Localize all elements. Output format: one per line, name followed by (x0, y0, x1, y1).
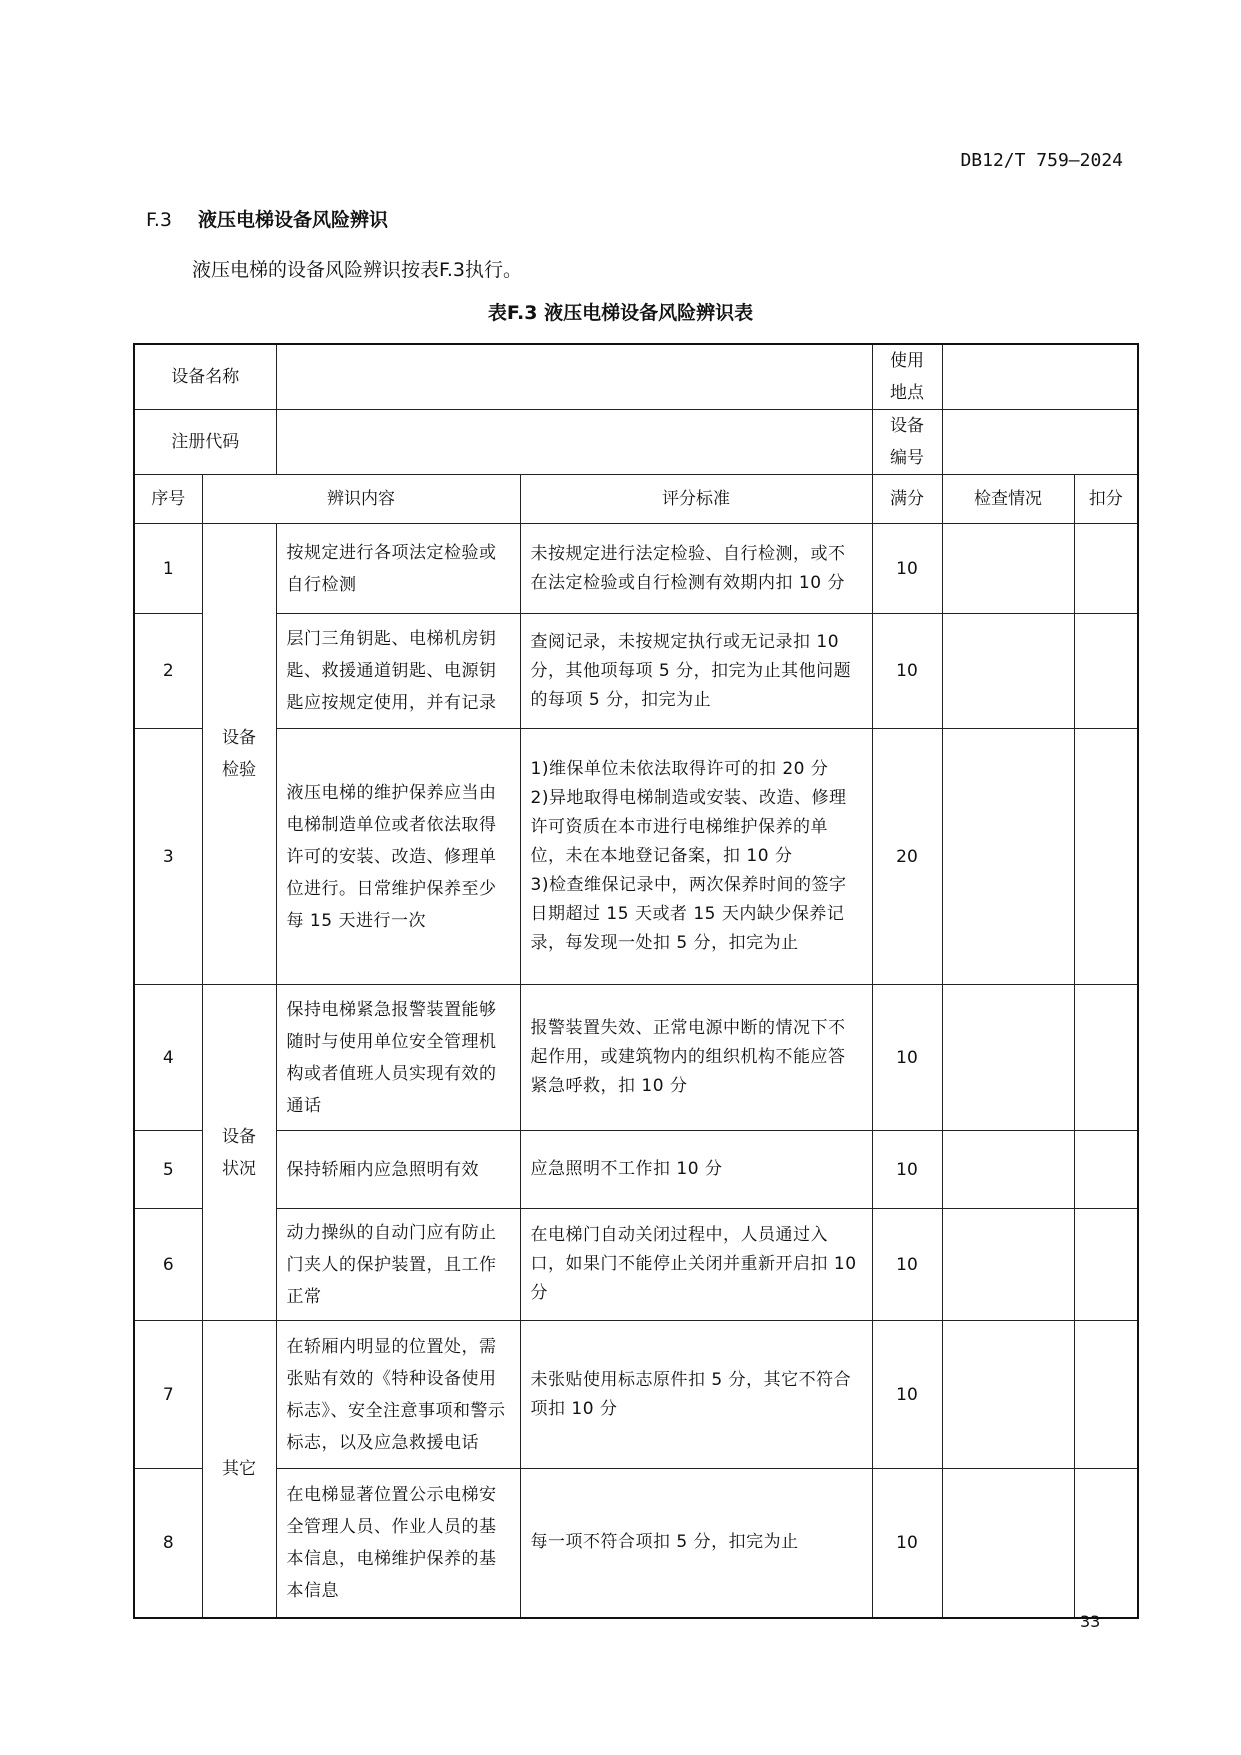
criteria-cell: 在电梯门自动关闭过程中，人员通过入口，如果门不能停止关闭并重新开启扣 10 分 (520, 1209, 872, 1321)
deduct-cell (1074, 1321, 1138, 1469)
score-cell: 10 (872, 1209, 942, 1321)
value-location (942, 344, 1138, 410)
standard-number: DB12/T 759—2024 (960, 150, 1123, 171)
deduct-cell (1074, 1209, 1138, 1321)
deduct-cell (1074, 729, 1138, 985)
col-header: 扣分 (1074, 475, 1138, 524)
col-header: 评分标准 (520, 475, 872, 524)
content-cell: 保持电梯紧急报警装置能够随时与使用单位安全管理机构或者值班人员实现有效的通话 (276, 985, 520, 1131)
table-row (134, 614, 1138, 729)
score-cell: 10 (872, 1469, 942, 1618)
check-cell (942, 1321, 1074, 1469)
criteria-cell: 每一项不符合项扣 5 分，扣完为止 (520, 1469, 872, 1618)
deduct-cell (1074, 614, 1138, 729)
criteria-cell: 1)维保单位未依法取得许可的扣 20 分 2)异地取得电梯制造或安装、改造、修理许可资质在本市进行电梯维护保养的单位，未在本地登记备案，扣 10 分 3)检查维保记录中，两次保养时间的签字日期超过 15 天或者 15 天内缺少保养记录，每发现一处扣 5 分，扣完为止 (520, 729, 872, 985)
label-reg: 注册代码 (134, 410, 276, 475)
content-cell: 液压电梯的维护保养应当由电梯制造单位或者依法取得许可的安装、改造、修理单位进行。日常维护保养至少每 15 天进行一次 (276, 729, 520, 985)
row-number: 7 (134, 1321, 202, 1469)
col-header: 序号 (134, 475, 202, 524)
row-number: 2 (134, 614, 202, 729)
content-cell: 在电梯显著位置公示电梯安全管理人员、作业人员的基本信息，电梯维护保养的基本信息 (276, 1469, 520, 1618)
value-number (942, 410, 1138, 475)
row-number: 4 (134, 985, 202, 1131)
group-label: 设备检验 (202, 524, 276, 985)
content-cell: 按规定进行各项法定检验或自行检测 (276, 524, 520, 614)
check-cell (942, 1131, 1074, 1209)
check-cell (942, 1469, 1074, 1618)
deduct-cell (1074, 1131, 1138, 1209)
col-header: 满分 (872, 475, 942, 524)
score-cell: 10 (872, 1131, 942, 1209)
score-cell: 10 (872, 614, 942, 729)
table-row (134, 1321, 1138, 1469)
check-cell (942, 985, 1074, 1131)
table-row (134, 729, 1138, 985)
content-cell: 层门三角钥匙、电梯机房钥匙、救援通道钥匙、电源钥匙应按规定使用，并有记录 (276, 614, 520, 729)
content-cell: 保持轿厢内应急照明有效 (276, 1131, 520, 1209)
section-heading (146, 205, 388, 232)
content-cell: 在轿厢内明显的位置处，需张贴有效的《特种设备使用标志》、安全注意事项和警示标志，以及应急救援电话 (276, 1321, 520, 1469)
row-number: 1 (134, 524, 202, 614)
label-number: 设备编号 (872, 410, 942, 475)
table-row (134, 985, 1138, 1131)
info-row (134, 410, 1138, 475)
row-number: 5 (134, 1131, 202, 1209)
row-number: 3 (134, 729, 202, 985)
score-cell: 10 (872, 1321, 942, 1469)
criteria-cell: 报警装置失效、正常电源中断的情况下不起作用，或建筑物内的组织机构不能应答紧急呼救，扣 10 分 (520, 985, 872, 1131)
risk-table (133, 343, 1139, 1619)
score-cell: 10 (872, 985, 942, 1131)
table-row (134, 1209, 1138, 1321)
col-header: 检查情况 (942, 475, 1074, 524)
label-location-cell: 使用地点 (872, 344, 942, 410)
row-number: 6 (134, 1209, 202, 1321)
score-cell: 10 (872, 524, 942, 614)
table-row (134, 1131, 1138, 1209)
intro-paragraph: 液压电梯的设备风险辨识按表F.3执行。 (192, 259, 523, 281)
col-header: 辨识内容 (202, 475, 520, 524)
deduct-cell (1074, 1469, 1138, 1618)
deduct-cell (1074, 524, 1138, 614)
info-row (134, 344, 1138, 410)
criteria-cell: 查阅记录，未按规定执行或无记录扣 10 分，其他项每项 5 分，扣完为止其他问题的每项 5 分，扣完为止 (520, 614, 872, 729)
content-cell: 动力操纵的自动门应有防止门夹人的保护装置，且工作正常 (276, 1209, 520, 1321)
score-cell: 20 (872, 729, 942, 985)
section-number: F.3 (146, 209, 173, 231)
table-caption: 表F.3 液压电梯设备风险辨识表 (487, 302, 754, 324)
page-number: 33 (1080, 1612, 1101, 1631)
row-number: 8 (134, 1469, 202, 1618)
deduct-cell (1074, 985, 1138, 1131)
check-cell (942, 614, 1074, 729)
check-cell (942, 729, 1074, 985)
value-name (276, 344, 872, 410)
group-label: 其它 (202, 1321, 276, 1618)
section-title: 液压电梯设备风险辨识 (198, 209, 389, 231)
check-cell (942, 1209, 1074, 1321)
group-label: 设备状况 (202, 985, 276, 1321)
check-cell (942, 524, 1074, 614)
label-name: 设备名称 (134, 344, 276, 410)
value-reg (276, 410, 872, 475)
table-row (134, 524, 1138, 614)
criteria-cell: 未按规定进行法定检验、自行检测，或不在法定检验或自行检测有效期内扣 10 分 (520, 524, 872, 614)
criteria-cell: 未张贴使用标志原件扣 5 分，其它不符合项扣 10 分 (520, 1321, 872, 1469)
header-row (134, 475, 1138, 524)
criteria-cell: 应急照明不工作扣 10 分 (520, 1131, 872, 1209)
table-row (134, 1469, 1138, 1618)
